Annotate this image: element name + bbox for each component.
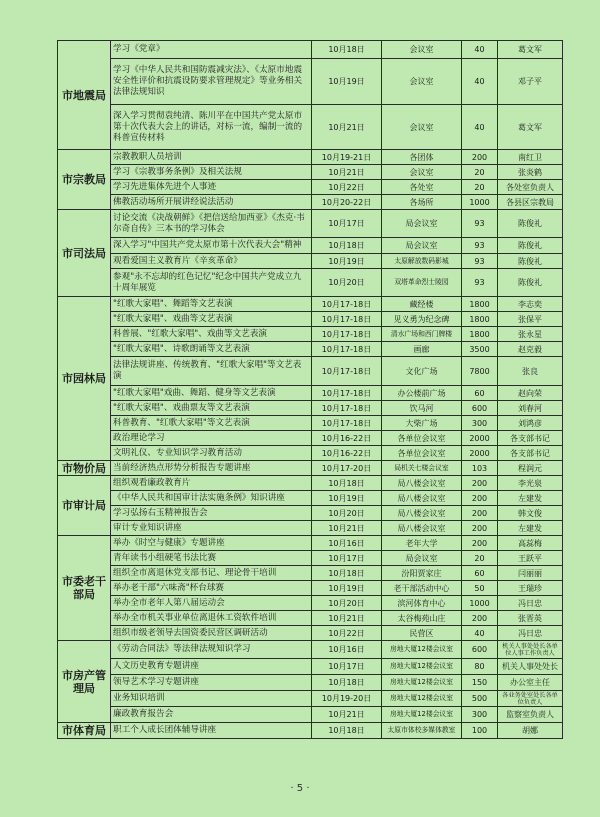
date-cell: 10月18日 — [312, 476, 382, 491]
contact-person-cell: 葛文军 — [498, 41, 563, 59]
participant-count-cell: 60 — [462, 566, 498, 581]
participant-count-cell: 40 — [462, 59, 498, 105]
department-cell: 市司法局 — [58, 210, 111, 297]
activity-content-cell: 审计专业知识讲座 — [111, 521, 312, 536]
contact-person-cell: 张永星 — [498, 327, 563, 342]
date-cell: 10月17-18日 — [312, 312, 382, 327]
location-cell: 局八楼会议室 — [382, 506, 462, 521]
table-row — [58, 707, 563, 723]
table-row — [58, 210, 563, 238]
page-number: · 5 · — [290, 783, 310, 794]
date-cell: 10月22日 — [312, 180, 382, 195]
date-cell: 10月16-22日 — [312, 431, 382, 446]
contact-person-cell: 各业务处室处长各单位负责人 — [498, 691, 563, 707]
table-row — [58, 165, 563, 180]
department-cell: 市宗教局 — [58, 150, 111, 210]
date-cell: 10月21日 — [312, 165, 382, 180]
contact-person-cell: 冯日忠 — [498, 626, 563, 641]
contact-person-cell: 张良 — [498, 357, 563, 386]
location-cell: 房地大厦12楼会议室 — [382, 675, 462, 691]
date-cell: 10月20日 — [312, 506, 382, 521]
location-cell: 房地大厦12楼会议室 — [382, 691, 462, 707]
location-cell: 局八楼会议室 — [382, 476, 462, 491]
contact-person-cell: 左建发 — [498, 491, 563, 506]
activity-content-cell: 科普教育、"红歌大家唱"等文艺表演 — [111, 416, 312, 431]
participant-count-cell: 1000 — [462, 596, 498, 611]
date-cell: 10月18日 — [312, 675, 382, 691]
department-cell: 市园林局 — [58, 297, 111, 461]
activity-content-cell: 学习先进集体先进个人事迹 — [111, 180, 312, 195]
location-cell: 文化广场 — [382, 357, 462, 386]
table-row — [58, 476, 563, 491]
activity-content-cell: 学习《党章》 — [111, 41, 312, 59]
table-row — [58, 521, 563, 536]
table-row — [58, 461, 563, 476]
activity-content-cell: 人文历史教育专题讲座 — [111, 659, 312, 675]
contact-person-cell: 程润元 — [498, 461, 563, 476]
date-cell: 10月17-18日 — [312, 327, 382, 342]
date-cell: 10月18日 — [312, 566, 382, 581]
activity-content-cell: 举办全市老年人第八届运动会 — [111, 596, 312, 611]
department-cell: 市物价局 — [58, 461, 111, 476]
table-row — [58, 342, 563, 357]
location-cell: 各场所 — [382, 195, 462, 210]
table-row — [58, 386, 563, 401]
table-row — [58, 675, 563, 691]
activity-content-cell: 当前经济热点形势分析报告专题讲座 — [111, 461, 312, 476]
contact-person-cell: 胡娜 — [498, 723, 563, 739]
participant-count-cell: 1000 — [462, 195, 498, 210]
location-cell: 见义勇为纪念碑 — [382, 312, 462, 327]
participant-count-cell: 600 — [462, 641, 498, 659]
activity-content-cell: 深入学习贯彻袁纯清、陈川平在中国共产党太原市第十次代表大会上的讲话，对标一流，编制一流的科普宣传材料 — [111, 105, 312, 150]
date-cell: 10月18日 — [312, 41, 382, 59]
location-cell: 太原解放数码影城 — [382, 254, 462, 269]
contact-person-cell: 邓子平 — [498, 59, 563, 105]
table-row — [58, 581, 563, 596]
table-row — [58, 327, 563, 342]
participant-count-cell: 100 — [462, 723, 498, 739]
activity-content-cell: 政治理论学习 — [111, 431, 312, 446]
participant-count-cell: 103 — [462, 461, 498, 476]
table-row — [58, 626, 563, 641]
contact-person-cell: 韩文俊 — [498, 506, 563, 521]
activity-content-cell: 职工个人成长团体辅导讲座 — [111, 723, 312, 739]
participant-count-cell: 40 — [462, 41, 498, 59]
table-row — [58, 551, 563, 566]
location-cell: 太谷梅苑山庄 — [382, 611, 462, 626]
table-row — [58, 431, 563, 446]
table-row — [58, 59, 563, 105]
activity-content-cell: 组织观看廉政教育片 — [111, 476, 312, 491]
location-cell: 会议室 — [382, 41, 462, 59]
contact-person-cell: 张晋英 — [498, 611, 563, 626]
contact-person-cell: 李志奕 — [498, 297, 563, 312]
participant-count-cell: 200 — [462, 476, 498, 491]
date-cell: 10月21日 — [312, 521, 382, 536]
activity-content-cell: 深入学习"中国共产党太原市第十次代表大会"精神 — [111, 238, 312, 254]
activity-content-cell: 举办《时空与健康》专题讲座 — [111, 536, 312, 551]
table-row — [58, 416, 563, 431]
activity-content-cell: 业务知识培训 — [111, 691, 312, 707]
location-cell: 各团体 — [382, 150, 462, 165]
contact-person-cell: 王跃平 — [498, 551, 563, 566]
table-row — [58, 596, 563, 611]
participant-count-cell: 200 — [462, 150, 498, 165]
participant-count-cell: 80 — [462, 659, 498, 675]
location-cell: 老干部活动中心 — [382, 581, 462, 596]
contact-person-cell: 张炎鹤 — [498, 165, 563, 180]
participant-count-cell: 150 — [462, 675, 498, 691]
participant-count-cell: 200 — [462, 536, 498, 551]
activity-content-cell: 学习《宗教事务条例》及相关法规 — [111, 165, 312, 180]
participant-count-cell: 20 — [462, 551, 498, 566]
table-row — [58, 723, 563, 739]
location-cell: 局会议室 — [382, 238, 462, 254]
participant-count-cell: 7800 — [462, 357, 498, 386]
table-row — [58, 491, 563, 506]
location-cell: 各单位会议室 — [382, 446, 462, 461]
table-row — [58, 195, 563, 210]
participant-count-cell: 40 — [462, 626, 498, 641]
table-row — [58, 180, 563, 195]
location-cell: 局八楼会议室 — [382, 491, 462, 506]
activity-content-cell: 宗教教职人员培训 — [111, 150, 312, 165]
participant-count-cell: 2000 — [462, 446, 498, 461]
location-cell: 办公楼前广场 — [382, 386, 462, 401]
location-cell: 清水广场和西门牌楼 — [382, 327, 462, 342]
contact-person-cell: 李光泉 — [498, 476, 563, 491]
activity-content-cell: 观看爱国主义教育片《辛亥革命》 — [111, 254, 312, 269]
department-cell: 市委老干部局 — [58, 536, 111, 641]
location-cell: 房地大厦12楼会议室 — [382, 659, 462, 675]
contact-person-cell: 南红卫 — [498, 150, 563, 165]
date-cell: 10月20日 — [312, 596, 382, 611]
participant-count-cell: 300 — [462, 416, 498, 431]
activity-content-cell: 组织市级老领导去国资委民营区调研活动 — [111, 626, 312, 641]
date-cell: 10月21日 — [312, 105, 382, 150]
location-cell: 局八楼会议室 — [382, 521, 462, 536]
activity-content-cell: "红歌大家唱"、舞蹈等文艺表演 — [111, 297, 312, 312]
contact-person-cell: 各县区宗教局 — [498, 195, 563, 210]
date-cell: 10月20-22日 — [312, 195, 382, 210]
activity-content-cell: 举办老干部"六味斋"杯台球赛 — [111, 581, 312, 596]
activity-content-cell: 廉政教育报告会 — [111, 707, 312, 723]
table-row — [58, 506, 563, 521]
contact-person-cell: 机关人事处处长各单位人事工作负责人 — [498, 641, 563, 659]
contact-person-cell: 张保平 — [498, 312, 563, 327]
activity-content-cell: 参观"永不忘却的红色记忆"纪念中国共产党成立九十周年展览 — [111, 269, 312, 297]
location-cell: 民营区 — [382, 626, 462, 641]
date-cell: 10月22日 — [312, 626, 382, 641]
department-cell: 市体育局 — [58, 723, 111, 739]
activity-schedule-table — [57, 40, 563, 739]
activity-content-cell: 《劳动合同法》等法律法规知识学习 — [111, 641, 312, 659]
table-row — [58, 401, 563, 416]
participant-count-cell: 200 — [462, 491, 498, 506]
participant-count-cell: 93 — [462, 269, 498, 297]
activity-content-cell: 文明礼仪、专业知识学习教育活动 — [111, 446, 312, 461]
contact-person-cell: 赵克毅 — [498, 342, 563, 357]
location-cell: 会议室 — [382, 59, 462, 105]
location-cell: 饮马河 — [382, 401, 462, 416]
contact-person-cell: 监察室负责人 — [498, 707, 563, 723]
location-cell: 各单位会议室 — [382, 431, 462, 446]
activity-content-cell: 佛教活动场所开展讲经说法活动 — [111, 195, 312, 210]
contact-person-cell: 刘鸿彦 — [498, 416, 563, 431]
activity-content-cell: 学习弘扬右玉精神报告会 — [111, 506, 312, 521]
activity-content-cell: 领导艺术学习专题讲座 — [111, 675, 312, 691]
table-row — [58, 691, 563, 707]
contact-person-cell: 办公室主任 — [498, 675, 563, 691]
location-cell: 各处室 — [382, 180, 462, 195]
participant-count-cell: 93 — [462, 254, 498, 269]
location-cell: 汾阳贾家庄 — [382, 566, 462, 581]
activity-content-cell: "红歌大家唱"、戏曲票友等文艺表演 — [111, 401, 312, 416]
activity-content-cell: 学习《中华人民共和国防震减灾法》、《太原市地震安全性评价和抗震设防要求管理规定》等业务相关法律法规知识 — [111, 59, 312, 105]
date-cell: 10月16-22日 — [312, 446, 382, 461]
participant-count-cell: 200 — [462, 506, 498, 521]
activity-content-cell: 青年读书小组硬笔书法比赛 — [111, 551, 312, 566]
location-cell: 画廊 — [382, 342, 462, 357]
participant-count-cell: 1800 — [462, 327, 498, 342]
contact-person-cell: 王瑞珍 — [498, 581, 563, 596]
table-row — [58, 269, 563, 297]
date-cell: 10月19日 — [312, 59, 382, 105]
participant-count-cell: 300 — [462, 707, 498, 723]
date-cell: 10月17-18日 — [312, 342, 382, 357]
date-cell: 10月19日 — [312, 491, 382, 506]
date-cell: 10月21日 — [312, 611, 382, 626]
activity-content-cell: "红歌大家唱"、戏曲等文艺表演 — [111, 312, 312, 327]
table-row — [58, 659, 563, 675]
date-cell: 10月17日 — [312, 210, 382, 238]
contact-person-cell: 各支部书记 — [498, 431, 563, 446]
location-cell: 会议室 — [382, 165, 462, 180]
table-row — [58, 238, 563, 254]
table-row — [58, 641, 563, 659]
date-cell: 10月19-21日 — [312, 150, 382, 165]
date-cell: 10月17-20日 — [312, 461, 382, 476]
participant-count-cell: 40 — [462, 105, 498, 150]
date-cell: 10月17-18日 — [312, 386, 382, 401]
department-cell: 市地震局 — [58, 41, 111, 150]
participant-count-cell: 93 — [462, 238, 498, 254]
contact-person-cell: 刘春河 — [498, 401, 563, 416]
participant-count-cell: 200 — [462, 611, 498, 626]
table-row — [58, 297, 563, 312]
date-cell: 10月16日 — [312, 536, 382, 551]
location-cell: 大柴广场 — [382, 416, 462, 431]
contact-person-cell: 各支部书记 — [498, 446, 563, 461]
table-row — [58, 254, 563, 269]
participant-count-cell: 60 — [462, 386, 498, 401]
participant-count-cell: 20 — [462, 165, 498, 180]
date-cell: 10月20日 — [312, 269, 382, 297]
table-row — [58, 312, 563, 327]
table-row — [58, 150, 563, 165]
contact-person-cell: 陈俊礼 — [498, 210, 563, 238]
date-cell: 10月19日 — [312, 254, 382, 269]
contact-person-cell: 高蕊梅 — [498, 536, 563, 551]
activity-content-cell: 组织全市离退休党支部书记、理论骨干培训 — [111, 566, 312, 581]
department-cell: 市审计局 — [58, 476, 111, 536]
participant-count-cell: 93 — [462, 210, 498, 238]
location-cell: 老年大学 — [382, 536, 462, 551]
contact-person-cell: 各处室负责人 — [498, 180, 563, 195]
activity-content-cell: 举办全市机关事业单位离退休工资软件培训 — [111, 611, 312, 626]
contact-person-cell: 机关人事处处长 — [498, 659, 563, 675]
location-cell: 滨河体育中心 — [382, 596, 462, 611]
location-cell: 会议室 — [382, 105, 462, 150]
contact-person-cell: 赵向荣 — [498, 386, 563, 401]
contact-person-cell: 陈俊礼 — [498, 238, 563, 254]
activity-content-cell: 法律法规讲座、传统教育、"红歌大家唱"等文艺表演 — [111, 357, 312, 386]
date-cell: 10月17-18日 — [312, 416, 382, 431]
location-cell: 房地大厦12楼会议室 — [382, 641, 462, 659]
date-cell: 10月18日 — [312, 238, 382, 254]
contact-person-cell: 陈俊礼 — [498, 269, 563, 297]
location-cell: 局机关七楼会议室 — [382, 461, 462, 476]
table-row — [58, 41, 563, 59]
participant-count-cell: 200 — [462, 521, 498, 536]
activity-content-cell: 科普展、"红歌大家唱"、戏曲等文艺表演 — [111, 327, 312, 342]
participant-count-cell: 20 — [462, 180, 498, 195]
location-cell: 太原市体校多媒体教室 — [382, 723, 462, 739]
location-cell: 局会议室 — [382, 210, 462, 238]
date-cell: 10月19日 — [312, 581, 382, 596]
table-row — [58, 536, 563, 551]
activity-content-cell: "红歌大家唱"戏曲、舞蹈、健身等文艺表演 — [111, 386, 312, 401]
date-cell: 10月17-18日 — [312, 357, 382, 386]
contact-person-cell: 葛文军 — [498, 105, 563, 150]
contact-person-cell: 闫丽丽 — [498, 566, 563, 581]
activity-content-cell: "红歌大家唱"、诗歌朗诵等文艺表演 — [111, 342, 312, 357]
date-cell: 10月17日 — [312, 659, 382, 675]
location-cell: 藏经楼 — [382, 297, 462, 312]
contact-person-cell: 冯日忠 — [498, 596, 563, 611]
table-row — [58, 357, 563, 386]
contact-person-cell: 陈俊礼 — [498, 254, 563, 269]
table-row — [58, 105, 563, 150]
participant-count-cell: 3500 — [462, 342, 498, 357]
location-cell: 房地大厦12楼会议室 — [382, 707, 462, 723]
participant-count-cell: 500 — [462, 691, 498, 707]
date-cell: 10月21日 — [312, 707, 382, 723]
table-row — [58, 611, 563, 626]
activity-content-cell: 《中华人民共和国审计法实施条例》知识讲座 — [111, 491, 312, 506]
participant-count-cell: 600 — [462, 401, 498, 416]
date-cell: 10月17日 — [312, 551, 382, 566]
participant-count-cell: 50 — [462, 581, 498, 596]
date-cell: 10月18日 — [312, 723, 382, 739]
activity-content-cell: 讨论交流《决战朝鲜》《把信送给加西亚》《杰克·韦尔奇自传》三本书的学习体会 — [111, 210, 312, 238]
date-cell: 10月17-18日 — [312, 297, 382, 312]
participant-count-cell: 1800 — [462, 297, 498, 312]
date-cell: 10月17-18日 — [312, 401, 382, 416]
contact-person-cell: 左建发 — [498, 521, 563, 536]
table-row — [58, 446, 563, 461]
participant-count-cell: 1800 — [462, 312, 498, 327]
participant-count-cell: 2000 — [462, 431, 498, 446]
date-cell: 10月16日 — [312, 641, 382, 659]
location-cell: 局会议室 — [382, 551, 462, 566]
date-cell: 10月19-20日 — [312, 691, 382, 707]
table-row — [58, 566, 563, 581]
location-cell: 双塔革命烈士陵园 — [382, 269, 462, 297]
department-cell: 市房产管理局 — [58, 641, 111, 723]
